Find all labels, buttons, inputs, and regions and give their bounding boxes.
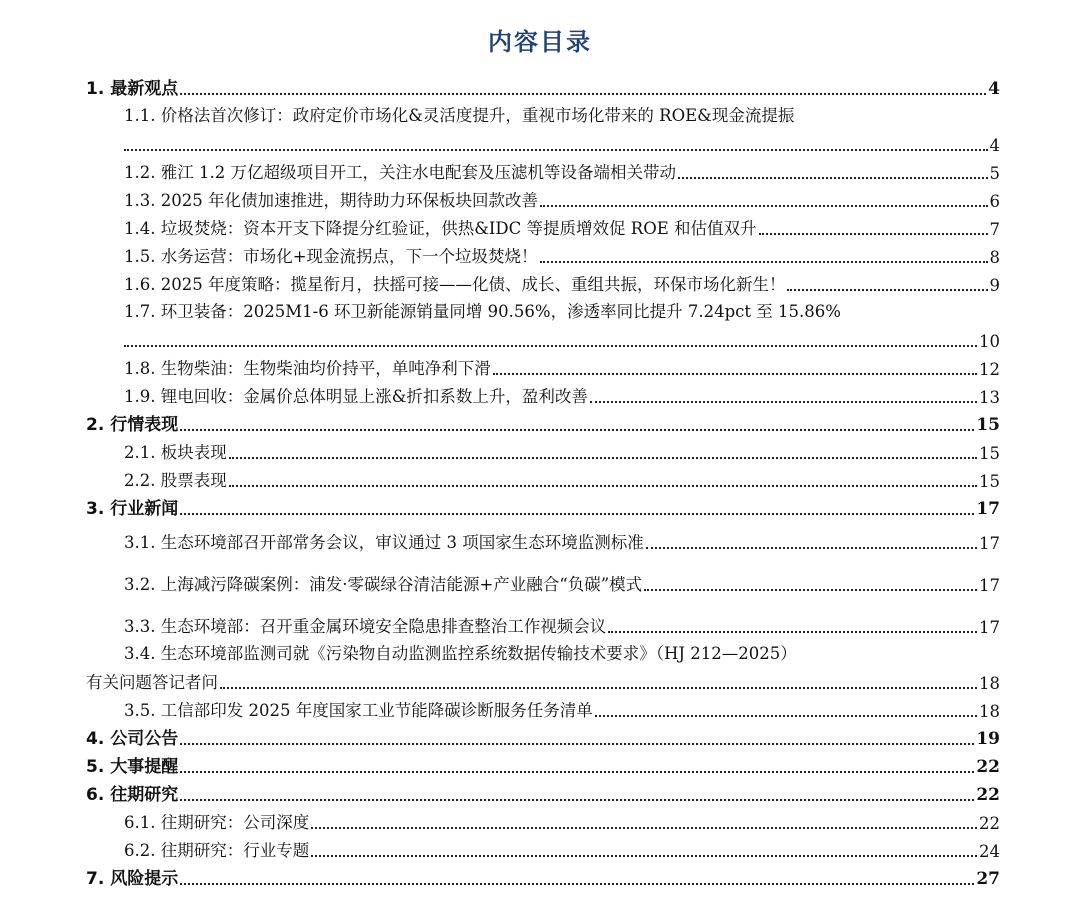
leader-dots <box>180 883 974 885</box>
toc-entry-label: 2.1. 板块表现 <box>124 443 227 462</box>
toc-entry-label: 3.5. 工信部印发 2025 年度国家工业节能降碳诊断服务任务清单 <box>124 701 593 720</box>
toc-entry-1-5[interactable] <box>86 241 1000 269</box>
toc-entry-label: 3.4. 生态环境部监测司就《污染物自动监测监控系统数据传输技术要求》（HJ 212—2025） <box>124 644 797 663</box>
toc-page-number: 22 <box>976 785 1000 805</box>
toc-entry-4[interactable] <box>86 723 1000 751</box>
leader-dots <box>540 205 988 207</box>
toc-entry-2[interactable] <box>86 409 1000 437</box>
leader-dots <box>311 827 977 829</box>
toc-entry-1-2[interactable] <box>86 157 1000 185</box>
toc-page-number: 17 <box>979 618 1000 637</box>
toc-page-number: 13 <box>979 388 1000 407</box>
toc-entry-label: 1.4. 垃圾焚烧：资本开支下降提分红验证，供热&IDC 等提质增效促 ROE 和估值双升 <box>124 219 757 238</box>
leader-dots <box>180 513 974 515</box>
toc-entry-label-cont: 有关问题答记者问 <box>86 673 218 692</box>
toc-page-number: 15 <box>979 472 1000 491</box>
leader-dots <box>590 401 977 403</box>
toc-page-number: 22 <box>979 814 1000 833</box>
toc-page-number: 18 <box>979 702 1000 721</box>
toc-entry-label: 1.2. 雅江 1.2 万亿超级项目开工，关注水电配套及压滤机等设备端相关带动 <box>124 163 676 182</box>
toc-page-number: 22 <box>976 757 1000 777</box>
toc-entry-3-3[interactable] <box>86 597 1000 639</box>
toc-entry-label: 2.2. 股票表现 <box>124 471 227 490</box>
toc-page-number: 15 <box>979 444 1000 463</box>
toc-page-number: 7 <box>989 220 1000 239</box>
leader-dots <box>540 261 988 263</box>
toc-entry-label: 1.5. 水务运营：市场化+现金流拐点，下一个垃圾焚烧！ <box>124 247 538 266</box>
toc-entry-label: 1.9. 锂电回收：金属价总体明显上涨&折扣系数上升，盈利改善 <box>124 387 588 406</box>
leader-dots <box>311 855 977 857</box>
leader-dots <box>124 149 988 151</box>
leader-dots <box>229 457 977 459</box>
toc-page-number: 17 <box>979 576 1000 595</box>
leader-dots <box>759 233 988 235</box>
toc-entry-1-9[interactable] <box>86 381 1000 409</box>
toc-page-number: 15 <box>976 415 1000 435</box>
leader-dots <box>180 429 974 431</box>
toc-entry-3-4[interactable] <box>86 639 1000 695</box>
leader-dots <box>180 771 974 773</box>
toc-entry-3-1[interactable] <box>86 521 1000 555</box>
toc-entry-6-2[interactable] <box>86 835 1000 863</box>
toc-list <box>86 73 1000 891</box>
leader-dots <box>180 743 974 745</box>
toc-entry-label: 3. 行业新闻 <box>86 499 179 519</box>
toc-entry-label: 6.2. 往期研究：行业专题 <box>124 841 310 860</box>
toc-page-number: 9 <box>989 276 1000 295</box>
toc-entry-3-5[interactable] <box>86 695 1000 723</box>
leader-dots <box>220 687 977 689</box>
toc-entry-label: 1.1. 价格法首次修订：政府定价市场化&灵活度提升，重视市场化带来的 ROE&现金流提振 <box>124 106 795 125</box>
toc-entry-label: 5. 大事提醒 <box>86 757 179 777</box>
leader-dots <box>787 289 987 291</box>
leader-dots <box>229 485 977 487</box>
leader-dots <box>493 373 977 375</box>
toc-entry-label: 3.3. 生态环境部：召开重金属环境安全隐患排查整治工作视频会议 <box>124 617 607 636</box>
leader-dots <box>124 345 977 347</box>
toc-entry-2-1[interactable] <box>86 437 1000 465</box>
toc-entry-label: 7. 风险提示 <box>86 869 179 889</box>
toc-page-number: 4 <box>989 136 1000 155</box>
leader-dots <box>608 631 977 633</box>
toc-page-number: 27 <box>976 869 1000 889</box>
toc-page-number: 8 <box>989 248 1000 267</box>
leader-dots <box>180 799 974 801</box>
toc-entry-6[interactable] <box>86 779 1000 807</box>
toc-entry-3-2[interactable] <box>86 555 1000 597</box>
toc-page-number: 5 <box>989 164 1000 183</box>
toc-entry-label: 2. 行情表现 <box>86 415 179 435</box>
toc-entry-1-1[interactable] <box>86 101 1000 157</box>
leader-dots <box>180 93 986 95</box>
toc-entry-7[interactable] <box>86 863 1000 891</box>
toc-entry-1-4[interactable] <box>86 213 1000 241</box>
toc-entry-label: 1. 最新观点 <box>86 79 179 99</box>
toc-page-number: 24 <box>979 842 1000 861</box>
toc-entry-1[interactable] <box>86 73 1000 101</box>
toc-entry-label: 1.7. 环卫装备：2025M1-6 环卫新能源销量同增 90.56%，渗透率同比提升 7.24pct 至 15.86% <box>124 302 841 321</box>
toc-entry-label: 1.8. 生物柴油：生物柴油均价持平，单吨净利下滑 <box>124 359 491 378</box>
toc-entry-5[interactable] <box>86 751 1000 779</box>
toc-entry-label: 6.1. 往期研究：公司深度 <box>124 813 310 832</box>
toc-entry-1-6[interactable] <box>86 269 1000 297</box>
toc-entry-1-3[interactable] <box>86 185 1000 213</box>
toc-title: 内容目录 <box>488 28 592 56</box>
toc-entry-label: 3.1. 生态环境部召开部常务会议，审议通过 3 项国家生态环境监测标准 <box>124 533 644 552</box>
leader-dots <box>646 547 977 549</box>
toc-entry-6-1[interactable] <box>86 807 1000 835</box>
leader-dots <box>644 589 977 591</box>
toc-entry-label: 6. 往期研究 <box>86 785 179 805</box>
toc-page-number: 4 <box>988 79 1000 99</box>
toc-entry-3[interactable] <box>86 493 1000 521</box>
leader-dots <box>595 715 977 717</box>
toc-page-number: 6 <box>989 192 1000 211</box>
toc-entry-label: 1.6. 2025 年度策略：揽星衔月，扶摇可接——化债、成长、重组共振，环保市场化新生！ <box>124 275 786 294</box>
leader-dots <box>678 177 988 179</box>
toc-entry-2-2[interactable] <box>86 465 1000 493</box>
toc-entry-1-8[interactable] <box>86 353 1000 381</box>
toc-page-number: 12 <box>979 360 1000 379</box>
toc-page-number: 18 <box>979 674 1000 693</box>
toc-page-number: 10 <box>979 332 1000 351</box>
toc-entry-label: 1.3. 2025 年化债加速推进，期待助力环保板块回款改善 <box>124 191 538 210</box>
toc-page-number: 17 <box>979 534 1000 553</box>
toc-entry-label: 4. 公司公告 <box>86 729 179 749</box>
toc-page-number: 19 <box>976 729 1000 749</box>
toc-page-number: 17 <box>976 499 1000 519</box>
toc-entry-label: 3.2. 上海减污降碳案例：浦发·零碳绿谷清洁能源+产业融合“负碳”模式 <box>124 575 643 594</box>
toc-entry-1-7[interactable] <box>86 297 1000 353</box>
